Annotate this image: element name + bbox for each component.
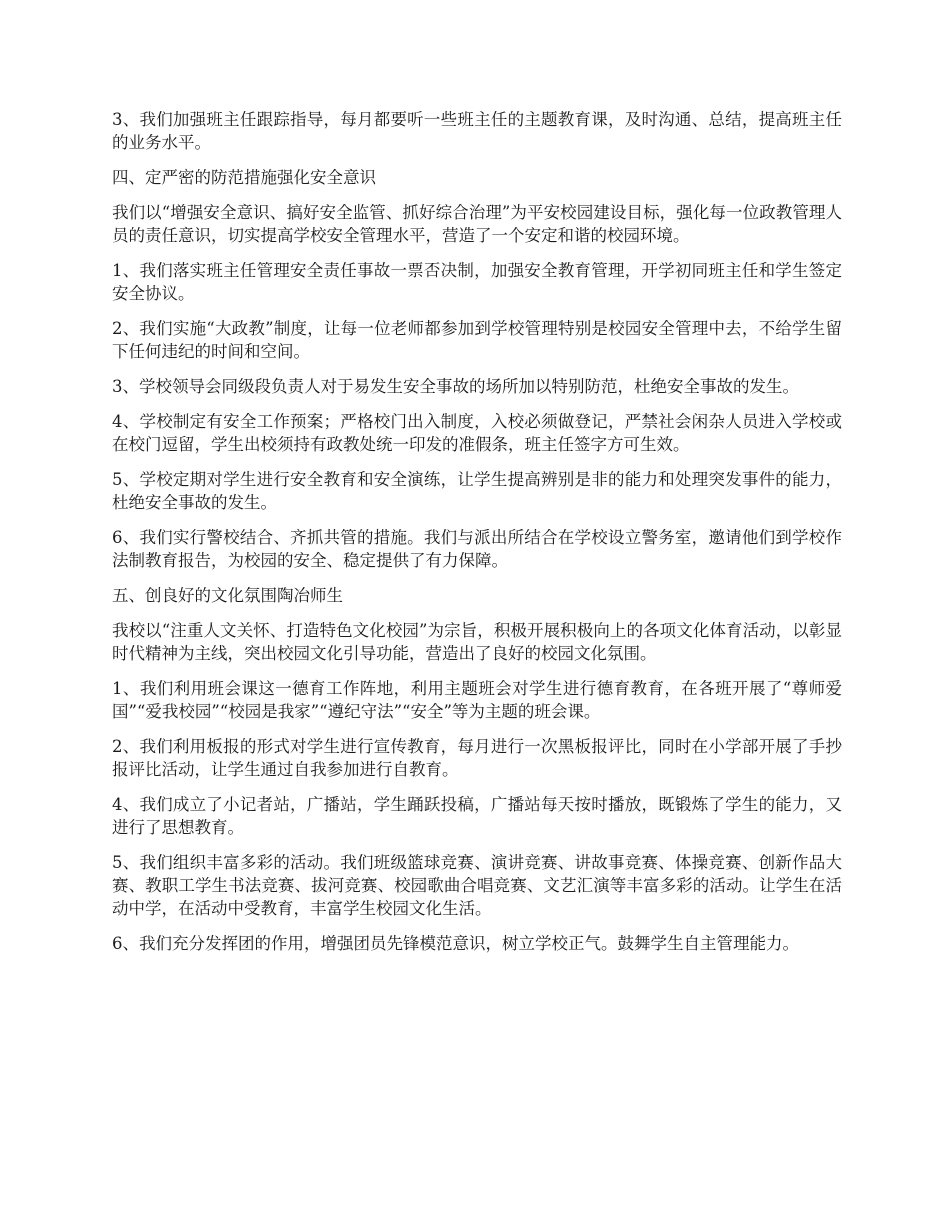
paragraph-safety-item-1: 1、我们落实班主任管理安全责任事故一票否决制，加强安全教育管理，开学初同班主任和学生签定安全协议。 [112,261,842,303]
paragraph-safety-item-3: 3、学校领导会同级段负责人对于易发生安全事故的场所加以特别防范，杜绝安全事故的发生。 [112,377,799,396]
paragraph-culture-intro: 我校以“注重人文关怀、打造特色文化校园”为宗旨，积极开展积极向上的各项文化体育活动，以彰显时代精神为主线，突出校园文化引导功能，营造出了良好的校园文化氛围。 [112,621,842,663]
paragraph-safety-item-2: 2、我们实施“大政教”制度，让每一位老师都参加到学校管理特别是校园安全管理中去，不给学生留下任何违纪的时间和空间。 [112,319,842,361]
paragraph-item-3-supervision: 3、我们加强班主任跟踪指导，每月都要听一些班主任的主题教育课，及时沟通、总结，提高班主任的业务水平。 [112,110,842,152]
paragraph-safety-item-5: 5、学校定期对学生进行安全教育和安全演练，让学生提高辨别是非的能力和处理突发事件的能力，杜绝安全事故的发生。 [112,470,842,512]
paragraph-safety-item-6: 6、我们实行警校结合、齐抓共管的措施。我们与派出所结合在学校设立警务室，邀请他们到学校作法制教育报告，为校园的安全、稳定提供了有力保障。 [112,528,842,570]
paragraph-safety-item-4: 4、学校制定有安全工作预案；严格校门出入制度，入校必须做登记，严禁社会闲杂人员进入学校或在校门逗留，学生出校须持有政教处统一印发的准假条，班主任签字方可生效。 [112,412,842,454]
paragraph-culture-item-4: 4、我们成立了小记者站，广播站，学生踊跃投稿，广播站每天按时播放，既锻炼了学生的能力，又进行了思想教育。 [112,795,842,837]
paragraph-culture-item-5: 5、我们组织丰富多彩的活动。我们班级篮球竞赛、演讲竞赛、讲故事竞赛、体操竞赛、创新作品大赛、教职工学生书法竞赛、拔河竞赛、校园歌曲合唱竞赛、文艺汇演等丰富多彩的活动。让学生在活动中学，在活动中受教育，丰富学生校园文化生活。 [112,853,842,918]
paragraph-culture-item-1: 1、我们利用班会课这一德育工作阵地，利用主题班会对学生进行德育教育，在各班开展了“尊师爱国”“爱我校园”“校园是我家”“遵纪守法”“安全”等为主题的班会课。 [112,679,842,721]
paragraph-culture-item-6: 6、我们充分发挥团的作用，增强团员先锋模范意识，树立学校正气。鼓舞学生自主管理能力。 [112,934,799,953]
section-heading-safety: 四、定严密的防范措施强化安全意识 [112,168,376,187]
paragraph-safety-intro: 我们以“增强安全意识、搞好安全监管、抓好综合治理”为平安校园建设目标，强化每一位政教管理人员的责任意识，切实提高学校安全管理水平，营造了一个安定和谐的校园环境。 [112,203,842,245]
section-heading-culture: 五、创良好的文化氛围陶冶师生 [112,586,343,605]
document-page [112,108,842,967]
paragraph-culture-item-2: 2、我们利用板报的形式对学生进行宣传教育，每月进行一次黑板报评比，同时在小学部开展了手抄报评比活动，让学生通过自我参加进行自教育。 [112,737,842,779]
